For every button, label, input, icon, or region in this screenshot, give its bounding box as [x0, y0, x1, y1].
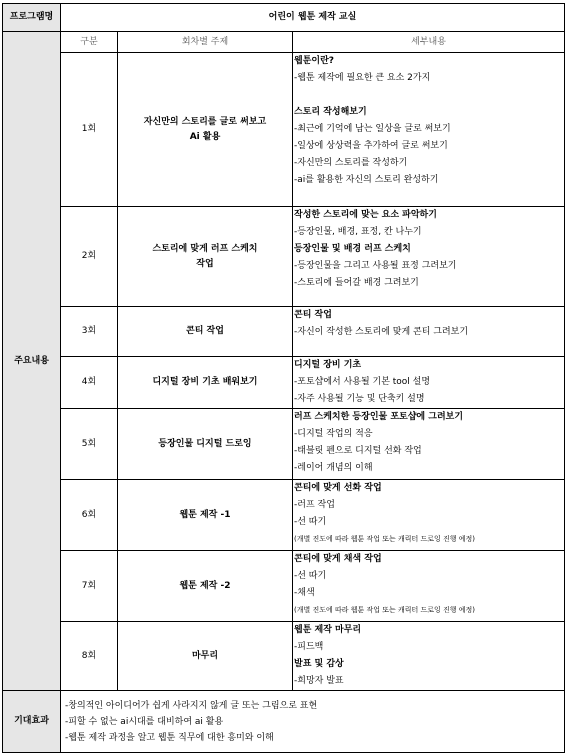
session-details	[293, 307, 565, 357]
session-details	[293, 622, 565, 691]
detail-line: (개별 진도에 따라 웹툰 작업 또는 캐릭터 드로잉 진행 예정)	[294, 606, 476, 614]
session-row	[3, 357, 565, 409]
session-number: 7회	[61, 551, 118, 622]
column-header-session: 구분	[61, 32, 118, 53]
detail-line: -선 따기	[294, 571, 327, 581]
session-row	[3, 622, 565, 691]
detail-line: -일상에 상상력을 추가하여 글로 써보기	[294, 141, 448, 151]
session-number: 8회	[61, 622, 118, 691]
session-row	[3, 551, 565, 622]
session-number: 6회	[61, 480, 118, 551]
session-number: 4회	[61, 357, 118, 409]
detail-line: 발표 및 감상	[294, 659, 344, 669]
detail-line: 웹툰이란?	[294, 56, 334, 66]
detail-line: -태블릿 펜으로 디지털 선화 작업	[294, 446, 422, 456]
session-topic-line: 마무리	[191, 650, 219, 661]
expected-effect-item: -피할 수 없는 ai시대를 대비하여 ai 활용	[65, 716, 224, 727]
program-label: 프로그램명	[3, 4, 61, 32]
detail-line: 작성한 스토리에 맞는 요소 파악하기	[294, 210, 437, 220]
program-table	[2, 3, 565, 753]
detail-line: -자주 사용될 기능 및 단축키 설명	[294, 394, 425, 404]
session-topic-line: 등장인물 디지털 드로잉	[158, 438, 252, 449]
detail-line: -채색	[294, 588, 315, 598]
session-details	[293, 357, 565, 409]
session-topic	[118, 357, 293, 409]
session-number: 2회	[61, 207, 118, 307]
session-topic	[118, 53, 293, 207]
session-topic-line: 콘티 작업	[186, 326, 224, 336]
session-topic	[118, 307, 293, 357]
detail-line: -포토샵에서 사용될 기본 tool 설명	[294, 377, 431, 387]
session-topic-line: 스토리에 맞게 러프 스케치	[152, 243, 258, 254]
program-title: 어린이 웹툰 제작 교실	[61, 4, 565, 32]
detail-line: (개별 진도에 따라 웹툰 작업 또는 캐릭터 드로잉 진행 예정)	[294, 535, 476, 543]
detail-line: 등장인물 및 배경 러프 스케치	[294, 244, 411, 254]
expected-effects-label: 기대효과	[3, 691, 61, 753]
session-topic-line: 웹툰 제작 -2	[179, 580, 231, 591]
detail-line: -피드백	[294, 642, 324, 652]
session-row	[3, 53, 565, 207]
session-row	[3, 409, 565, 480]
detail-line: 웹툰 제작 마무리	[294, 625, 362, 635]
column-header-details: 세부내용	[293, 32, 565, 53]
expected-effect-item: -웹툰 제작 과정을 알고 웹툰 직무에 대한 흥미와 이해	[65, 732, 274, 743]
session-topic-line: 디지털 장비 기초 배워보기	[152, 377, 258, 387]
detail-line: -스토리에 들어갈 배경 그려보기	[294, 278, 419, 288]
session-topic	[118, 480, 293, 551]
detail-line: -최근에 기억에 남는 일상을 글로 써보기	[294, 124, 451, 134]
column-header-row	[3, 32, 565, 53]
detail-line: -등장인물, 배경, 표정, 칸 나누기	[294, 227, 422, 237]
session-details	[293, 53, 565, 207]
detail-line: 러프 스케치한 등장인물 포토샵에 그려보기	[294, 412, 464, 422]
detail-line: -디지털 작업의 적응	[294, 429, 373, 439]
session-topic	[118, 622, 293, 691]
session-topic	[118, 409, 293, 480]
detail-line: -선 따기	[294, 517, 327, 527]
detail-line: -자신만의 스토리를 작성하기	[294, 158, 408, 168]
session-row	[3, 207, 565, 307]
detail-line: -러프 작업	[294, 500, 335, 510]
program-row	[3, 4, 565, 32]
detail-line: -자신이 작성한 스토리에 맞게 콘티 그려보기	[294, 327, 469, 337]
session-number: 5회	[61, 409, 118, 480]
detail-line: -등장인물을 그리고 사용될 표정 그려보기	[294, 261, 457, 271]
column-header-topic: 회차별 주제	[118, 32, 293, 53]
session-details	[293, 480, 565, 551]
session-row	[3, 307, 565, 357]
detail-line: 콘티에 맞게 채색 작업	[294, 554, 382, 564]
session-details	[293, 207, 565, 307]
detail-line: -레이어 개념의 이해	[294, 463, 373, 473]
detail-line: -웹툰 제작에 필요한 큰 요소 2가지	[294, 73, 431, 83]
detail-line: -ai를 활용한 자신의 스토리 완성하기	[294, 175, 439, 185]
expected-effects-list	[61, 691, 565, 753]
main-content-label: 주요내용	[3, 32, 61, 691]
expected-effect-item: -창의적인 아이디어가 쉽게 사라지지 않게 글 또는 그림으로 표현	[65, 700, 318, 711]
session-topic-line: Ai 활용	[189, 131, 221, 142]
session-topic	[118, 207, 293, 307]
session-number: 3회	[61, 307, 118, 357]
session-topic-line: 웹툰 제작 -1	[179, 509, 231, 520]
session-topic-line: 작업	[196, 258, 214, 269]
session-details	[293, 551, 565, 622]
detail-line: -희망자 발표	[294, 676, 344, 686]
session-row	[3, 480, 565, 551]
expected-effects-row	[3, 691, 565, 753]
detail-line: 스토리 작성해보기	[294, 107, 367, 117]
session-topic	[118, 551, 293, 622]
session-number: 1회	[61, 53, 118, 207]
detail-line: 콘티 작업	[294, 310, 332, 320]
session-details	[293, 409, 565, 480]
detail-line	[294, 87, 564, 104]
detail-line: 콘티에 맞게 선화 작업	[294, 483, 382, 493]
session-topic-line: 자신만의 스토리를 글로 써보고	[143, 116, 267, 127]
detail-line: 디지털 장비 기초	[294, 360, 362, 370]
